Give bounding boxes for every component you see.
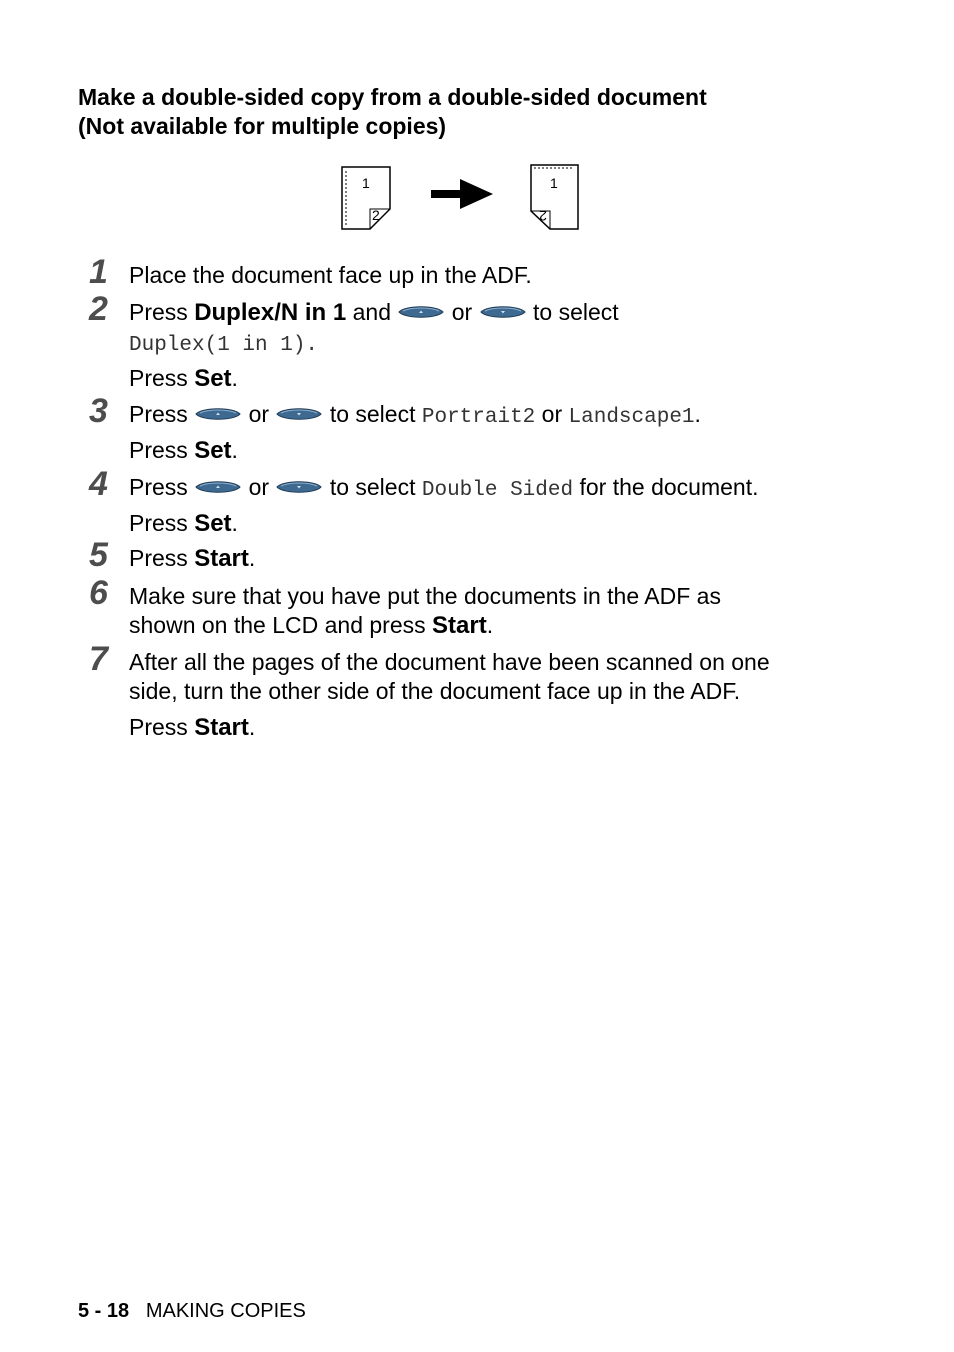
copy-back-label: 2 xyxy=(539,208,547,224)
step-text xyxy=(129,298,619,327)
start-key-label: Start xyxy=(194,714,249,741)
duplex-illustration xyxy=(338,163,584,235)
down-arrow-button-icon xyxy=(275,406,323,422)
step-text-press-start xyxy=(129,713,255,742)
set-key-label: Set xyxy=(194,510,232,537)
text: shown on the LCD and press xyxy=(129,612,426,638)
text: to select xyxy=(329,401,416,427)
period: . xyxy=(694,401,701,427)
text: Press xyxy=(129,437,188,463)
text: Press xyxy=(129,299,188,325)
period: . xyxy=(486,612,494,638)
section-heading xyxy=(78,83,707,141)
step-text-press-set xyxy=(129,509,238,538)
text: and xyxy=(352,299,391,325)
text: Press xyxy=(129,510,188,536)
text: or xyxy=(248,401,270,427)
right-arrow-icon xyxy=(431,179,493,209)
lcd-option xyxy=(129,328,318,360)
down-arrow-button-icon xyxy=(275,479,323,495)
copy-page-icon xyxy=(531,165,578,229)
step-text-press-set xyxy=(129,436,238,465)
step-text xyxy=(129,473,758,505)
step-number: 3 xyxy=(89,392,108,430)
step-text xyxy=(129,544,255,573)
set-key-label: Set xyxy=(194,365,232,392)
step-text xyxy=(129,400,701,432)
up-arrow-button-icon xyxy=(194,406,242,422)
text: or xyxy=(248,474,270,500)
text: to select xyxy=(533,299,619,325)
step-number: 1 xyxy=(89,253,108,291)
text: or xyxy=(451,299,473,325)
text: to select xyxy=(329,474,416,500)
text: Press xyxy=(129,365,188,391)
period: . xyxy=(231,437,238,463)
down-arrow-button-icon xyxy=(479,304,527,320)
step-text-line-1: Make sure that you have put the documents in the ADF as xyxy=(129,583,721,609)
step-text-line-2: side, turn the other side of the document face up in the ADF. xyxy=(129,678,741,704)
option-landscape1: Landscape1 xyxy=(568,406,695,429)
step-text-line-1: After all the pages of the document have been scanned on one xyxy=(129,649,770,675)
step-number: 7 xyxy=(89,640,108,678)
text: Press xyxy=(129,714,188,740)
section-title: MAKING COPIES xyxy=(145,1300,306,1322)
option-portrait2: Portrait2 xyxy=(421,406,536,429)
step-text-line-2 xyxy=(129,611,493,640)
page-number: 5 - 18 xyxy=(78,1300,130,1322)
text: Press xyxy=(129,545,188,571)
up-arrow-button-icon xyxy=(397,304,445,320)
period: . xyxy=(231,510,238,536)
option-duplex: Duplex(1 in 1). xyxy=(129,334,319,357)
source-front-label: 1 xyxy=(362,175,370,191)
text: Press xyxy=(129,474,188,500)
copy-front-label: 1 xyxy=(550,175,558,191)
set-key-label: Set xyxy=(194,437,232,464)
step-number: 4 xyxy=(89,465,108,503)
text: for the document. xyxy=(579,474,759,500)
source-back-label: 2 xyxy=(372,207,380,223)
period: . xyxy=(248,545,256,571)
start-key-label: Start xyxy=(432,612,487,639)
up-arrow-button-icon xyxy=(194,479,242,495)
option-double-sided: Double Sided xyxy=(421,479,574,502)
step-text: Place the document face up in the ADF. xyxy=(129,262,532,288)
step-number: 6 xyxy=(89,574,108,612)
source-page-icon xyxy=(342,167,390,229)
heading-line-1: Make a double-sided copy from a double-sided document xyxy=(78,84,707,110)
step-number: 5 xyxy=(89,536,108,574)
start-key-label: Start xyxy=(194,545,249,572)
period: . xyxy=(231,365,238,391)
text: or xyxy=(541,401,563,427)
duplex-key-label: Duplex/N in 1 xyxy=(194,299,347,326)
page-footer xyxy=(78,1300,306,1323)
step-number: 2 xyxy=(89,290,108,328)
period: . xyxy=(248,714,256,740)
step-text-press-set xyxy=(129,364,238,393)
text: Press xyxy=(129,401,188,427)
heading-line-2: (Not available for multiple copies) xyxy=(78,113,447,139)
